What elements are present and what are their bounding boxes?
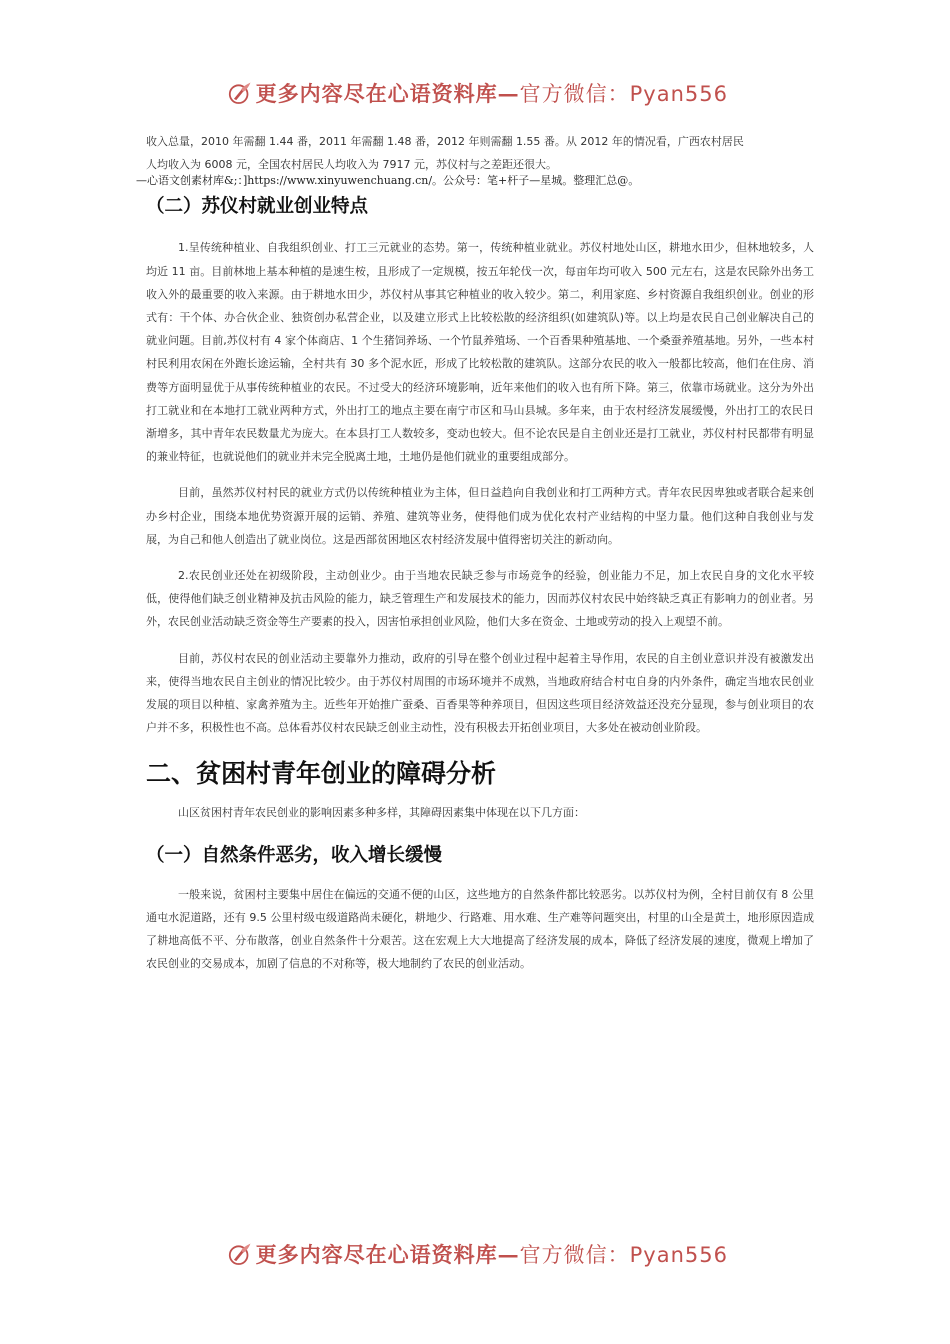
intro-line-2: 人均收入为 6008 元，全国农村居民人均收入为 7917 元，苏仪村与之差距还很大。 <box>146 158 557 172</box>
intro-line-1: 收入总量，2010 年需翻 1.44 番，2011 年需翻 1.48 番，2012 年则需翻 1.55 番。从 2012 年的情况看，广西农村居民 <box>146 135 744 148</box>
chapter-heading: 二、贫困村青年创业的障碍分析 <box>146 759 497 789</box>
source-note: —心语文创素材库&;：]https://www.xinyuwenchuang.cn/。公众号：笔+杆子—星城。整理汇总@。 <box>136 174 640 187</box>
paragraph: 1.呈传统种植业、自我组织创业、打工三元就业的态势。第一，传统种植业就业。苏仪村地处山区，耕地水田少，但林地较多，人均近 11 亩。目前林地上基本种植的是速生桉，且形成了一定规模，按五年轮伐一次，每亩年均可收入 500 元左右，这是农民除外出务工收入外的最重要的收入来源。由于耕地水田少，苏仪村从事其它种植业的收入较少。第二，利用家庭、乡村资源自我组织创业。创业的形式有：干个体、办合伙企业、独资创办私营企业，以及建立形式上比较松散的经济组织(如建筑队)等。以上均是农民自己创业解决自己的就业问题。目前,苏仪村有 4 家个体商店、1 个生猪饲养场、一个竹鼠养殖场、一个百香果种殖基地、一个桑蚕养殖基地。另外，一些本村村民利用农闲在外跑长途运输，全村共有 30 多个泥水匠，形成了比较松散的建筑队。这部分农民的收入一般都比较高，他们在住房、消费等方面明显优于从事传统种植业的农民。不过受大的经济环境影响，近年来他们的收入也有所下降。第三，依靠市场就业。这分为外出打工就业和在本地打工就业两种方式，外出打工的地点主要在南宁市区和马山县城。多年来，由于农村经济发展缓慢，外出打工的农民日渐增多，其中青年农民数量尤为庞大。在本县打工人数较多，变动也较大。但不论农民是自主创业还是打工就业，苏仪村村民都带有明显的兼业特征，也就说他们的就业并未完全脱离土地，土地仍是他们就业的重要组成部分。 <box>146 241 814 464</box>
paragraph: 一般来说，贫困村主要集中居住在偏远的交通不便的山区，这些地方的自然条件都比较恶劣。以苏仪村为例，全村目前仅有 8 公里通屯水泥道路，还有 9.5 公里村级屯级道路尚未硬化，耕地少、行路难、用水难、生产难等问题突出，村里的山全是黄土，地形原因造成了耕地高低不平、分布散落，创业自然条件十分艰苦。这在宏观上大大地提高了经济发展的成本，降低了经济发展的速度，微观上增加了农民创业的交易成本，加剧了信息的不对称等，极大地制约了农民的创业活动。 <box>146 887 814 971</box>
feather-pen-logo-icon <box>228 1234 252 1274</box>
paragraph: 目前，苏仪村农民的创业活动主要靠外力推动，政府的引导在整个创业过程中起着主导作用，农民的自主创业意识并没有被激发出来，使得当地农民自主创业的情况比较少。由于苏仪村周围的市场环境并不成熟，当地政府结合村屯自身的内外条件，确定当地农民创业发展的项目以种植、家禽养殖为主。近些年开始推广蚕桑、百香果等种养项目，但因这些项目经济效益还没充分显现，参与创业项目的农户并不多，积极性也不高。总体看苏仪村农民缺乏创业主动性，没有积极去开拓创业项目，大多处在被动创业阶段。 <box>146 651 814 735</box>
feather-pen-logo-icon <box>228 73 252 113</box>
watermark-banner-top <box>228 70 728 116</box>
section-heading: （二）苏仪村就业创业特点 <box>146 196 369 218</box>
paragraph: 山区贫困村青年农民创业的影响因素多种多样，其障碍因素集中体现在以下几方面： <box>178 806 585 820</box>
document-body <box>146 130 814 975</box>
paragraph: 目前，虽然苏仪村村民的就业方式仍以传统种植业为主体，但日益趋向自我创业和打工两种方式。青年农民因卑独或者联合起来创办乡村企业，围绕本地优势资源开展的运销、养殖、建筑等业务，使得他们成为优化农村产业结构的中坚力量。他们这种自我创业与发展，为自己和他人创造出了就业岗位。这是西部贫困地区农村经济发展中值得密切关注的新动向。 <box>146 486 814 546</box>
watermark-text: 更多内容尽在心语资料库—官方微信：Pyan556 <box>255 81 728 106</box>
watermark-banner-bottom <box>228 1231 728 1277</box>
watermark-text: 更多内容尽在心语资料库—官方微信：Pyan556 <box>255 1242 728 1267</box>
paragraph: 2.农民创业还处在初级阶段，主动创业少。由于当地农民缺乏参与市场竞争的经验，创业能力不足，加上农民自身的文化水平较低，使得他们缺乏创业精神及抗击风险的能力，缺乏管理生产和发展技术的能力，因而苏仪村农民中始终缺乏真正有影响力的创业者。另外，农民创业活动缺乏资金等生产要素的投入，因害怕承担创业风险，他们大多在资金、土地或劳动的投入上观望不前。 <box>146 569 814 629</box>
subsection-heading: （一）自然条件恶劣，收入增长缓慢 <box>146 844 443 866</box>
